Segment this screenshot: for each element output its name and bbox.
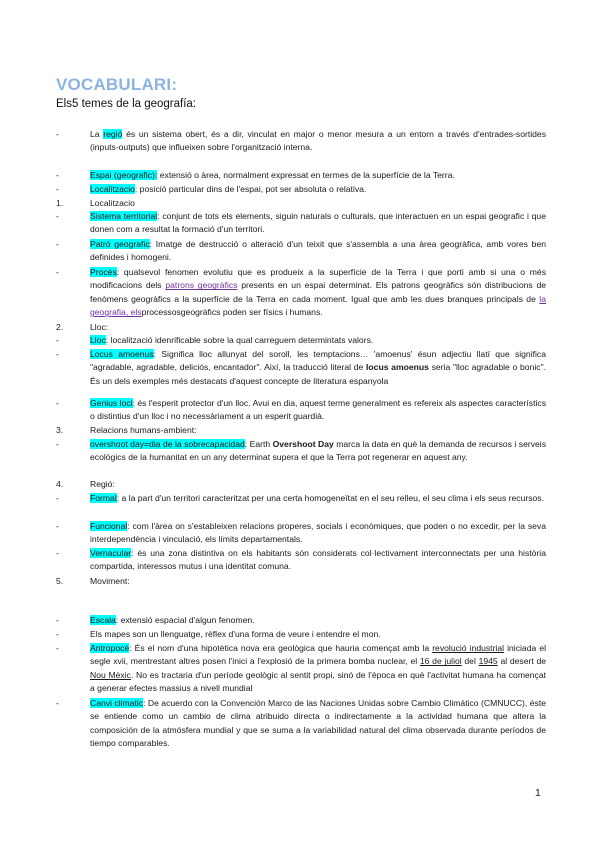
body-text: : qualsevol fenomen evolutiu que es produeix a la superfície de la Terra i que porti amb si una o més modificacions dels — [90, 267, 546, 291]
list-item-text — [90, 348, 546, 388]
body-text: : conjunt de tots els elements, siguin naturals o culturals, que interactuen en un espai geografic i que donen com a resultat la formació d'un territori. — [90, 211, 546, 235]
list-item-text — [90, 197, 546, 210]
list-marker: - — [56, 335, 59, 345]
list-marker: - — [56, 698, 59, 708]
body-text: marca la data en què la demanda de recursos i serveis ecològics de la humanitat en un any determinat supera el que la Terra pot regenerar en aquest any. — [90, 439, 546, 463]
underlined-text: 16 de juliol — [419, 656, 462, 667]
list-item-text — [90, 128, 546, 155]
highlighted-term: regió — [103, 129, 123, 139]
body-text: : localització idenrificable sobre la qual carreguem determintats valors. — [105, 335, 374, 345]
list-item-text — [90, 397, 546, 424]
list-marker: 5. — [56, 576, 64, 586]
body-text: del — [461, 656, 479, 667]
body-text: : és una zona distintiva on els habitants són considerats col·lectivament interconnectats per una història compartida, interessos mutus i una identitat comuna. — [90, 548, 546, 572]
body-text: és un sistema obert, és a dir, vinculat en major o menor mesura a un entorn a través d'entrades-sortides (inputs-outputs) que influeixen sobre l'organització interna. — [90, 129, 546, 153]
highlighted-term: Genius loci — [90, 398, 133, 408]
body-text: Localitzacio — [90, 198, 135, 208]
body-text: : com l'àrea on s'estableixen relacions properes, socials i econòmiques, que poden o no excedir, per la seva interdependència i vinculació, els límits departamentals. — [90, 521, 546, 545]
list-marker: - — [56, 129, 59, 139]
body-text: extensió o àrea, normalment expressat en termes de la superfície de la Terra. — [157, 170, 455, 180]
list-item-text — [90, 642, 546, 696]
list-item-text — [90, 169, 546, 182]
body-text: presents en un espai determinat. Els patrons geogràfics són distribucions de fenòmens geogràfics a la superfície de la Terra en cada moment. Igual que amb les dues branques principals de — [90, 280, 546, 304]
list-marker: - — [56, 349, 59, 359]
list-marker: 2. — [56, 322, 64, 332]
list-item-text — [90, 238, 546, 265]
list-item-text — [90, 266, 546, 320]
body-text: : És el nom d'una hipotètica nova era geològica que hauria començat amb la — [129, 643, 433, 653]
text-link[interactable]: patrons geogràfics — [165, 280, 238, 291]
underlined-text: revolució industrial — [432, 643, 505, 653]
list-item-text — [90, 183, 546, 196]
body-text: : és l'esperit protector d'un lloc. Avui en dia, aquest terme generalment es refereix als aspectes característics o distintius d'un lloc i no necessàriament a un esperit guardià. — [90, 398, 546, 422]
highlighted-term: Escala — [90, 615, 116, 625]
highlighted-term: Lloc — [90, 335, 106, 345]
list-item-text — [90, 547, 546, 574]
body-text: : extensió espacial d'algun fenomen. — [115, 615, 255, 625]
highlighted-term: Procés — [90, 267, 117, 277]
bold-text: locus amoenus — [366, 362, 429, 373]
highlighted-term: Canvi climatic — [90, 698, 144, 708]
list-marker: - — [56, 170, 59, 180]
underlined-text: Nou Mèxic — [90, 669, 131, 680]
highlighted-term: Espai (geografic): — [90, 170, 158, 180]
body-text: Lloc: — [90, 322, 109, 332]
list-marker: - — [56, 439, 59, 449]
list-marker: - — [56, 211, 59, 221]
page-number: 1 — [535, 787, 541, 799]
body-text: . No es tractaria d'un període geològic al sentit propi, sinó de l'època en què l'activitat humana ha començat a generar efectes massius a nivell mundial — [90, 669, 547, 694]
list-marker: - — [56, 643, 59, 653]
highlighted-term: Antropocè — [90, 643, 130, 653]
list-marker: - — [56, 267, 59, 277]
list-item-text — [90, 575, 546, 588]
body-text: : Imatge de destrucció o alteració d'un teixit que s'assembla a una àrea geogràfica, amb vores ben definides i homogeni. — [90, 239, 547, 263]
underlined-text: 1945 — [478, 656, 498, 667]
list-marker: 4. — [56, 479, 64, 489]
list-marker: 3. — [56, 425, 64, 435]
highlighted-term: overshoot day=dia de la sobrecapacidad — [90, 439, 245, 449]
highlighted-term: Localitzacio — [90, 184, 135, 194]
list-item-text — [90, 614, 546, 627]
list-item-text — [90, 334, 546, 347]
list-marker: - — [56, 521, 59, 531]
list-item-text — [90, 492, 546, 505]
highlighted-term: Funcional — [90, 521, 128, 531]
body-text: : a la part d'un territori caracteritzat per una certa homogeneïtat en el seu relleu, el seu clima i els seus recursos. — [116, 493, 544, 503]
list-item-text — [90, 697, 546, 751]
list-marker: - — [56, 398, 59, 408]
list-item-text — [90, 478, 546, 491]
highlighted-term: Vernacular — [90, 548, 132, 558]
body-text: iniciada el segle xvii, mentrestant altres posen l'inici a l'explosió de la primera bomba nuclear, el — [90, 643, 547, 667]
highlighted-term: Locus amoenus — [90, 349, 154, 359]
body-text: : Significa lloc allunyat del soroll, les temptacions… 'amoenus' ésun adjectiu llatí que significa "agradable, agradable, deliciós, encantador". Així, la traducció literal de — [90, 349, 546, 373]
list-marker: 1. — [56, 198, 64, 208]
bold-text: Overshoot Day — [272, 439, 334, 449]
body-text: : Earth — [244, 439, 273, 449]
body-text: Regió: — [90, 479, 115, 489]
highlighted-term: Patró geografic — [90, 239, 150, 249]
body-text: La — [90, 129, 104, 139]
body-text: Relacions humans-ambient: — [90, 425, 197, 435]
list-item-text — [90, 424, 546, 437]
body-text: : De acuerdo con la Convención Marco de las Naciones Unidas sobre Cambio Climático (CMNUCC), éste se entiende como un cambio de clima atribuido directa o indirectamente a la actividad humana que altera la composición de la atmósfera mundial y que se suma a la variabilidad natural del clima observada durante períodos de tiempo comparables. — [90, 698, 546, 749]
body-text: al desert de — [497, 656, 547, 667]
body-text: : posició particular dins de l'espai, pot ser absoluta o relativa. — [134, 184, 367, 194]
page-subtitle: Els5 temes de la geografía: — [56, 98, 196, 110]
body-text: Els mapes son un llenguatge, rèflex d'una forma de veure i entendre el mon. — [90, 629, 381, 639]
list-marker: - — [56, 615, 59, 625]
body-text: seria "lloc agradable o bonic". És un dels exemples més destacats d'aquest concepte de literatura espanyola — [90, 362, 547, 386]
list-marker: - — [56, 493, 59, 503]
list-item-text — [90, 628, 546, 641]
highlighted-term: Sistema territorial — [90, 211, 158, 221]
body-text: Moviment: — [90, 576, 130, 586]
list-item-text — [90, 210, 546, 237]
list-item-text — [90, 520, 546, 547]
page-title: VOCABULARI: — [56, 75, 178, 94]
text-link[interactable]: la geografia, els — [90, 293, 546, 318]
list-marker: - — [56, 184, 59, 194]
body-text: processosgeogràfics poden ser físics i humans. — [141, 307, 323, 318]
list-marker: - — [56, 548, 59, 558]
list-item-text — [90, 321, 546, 334]
list-marker: - — [56, 629, 59, 639]
highlighted-term: Formal — [90, 493, 117, 503]
list-marker: - — [56, 239, 59, 249]
list-item-text — [90, 438, 546, 465]
